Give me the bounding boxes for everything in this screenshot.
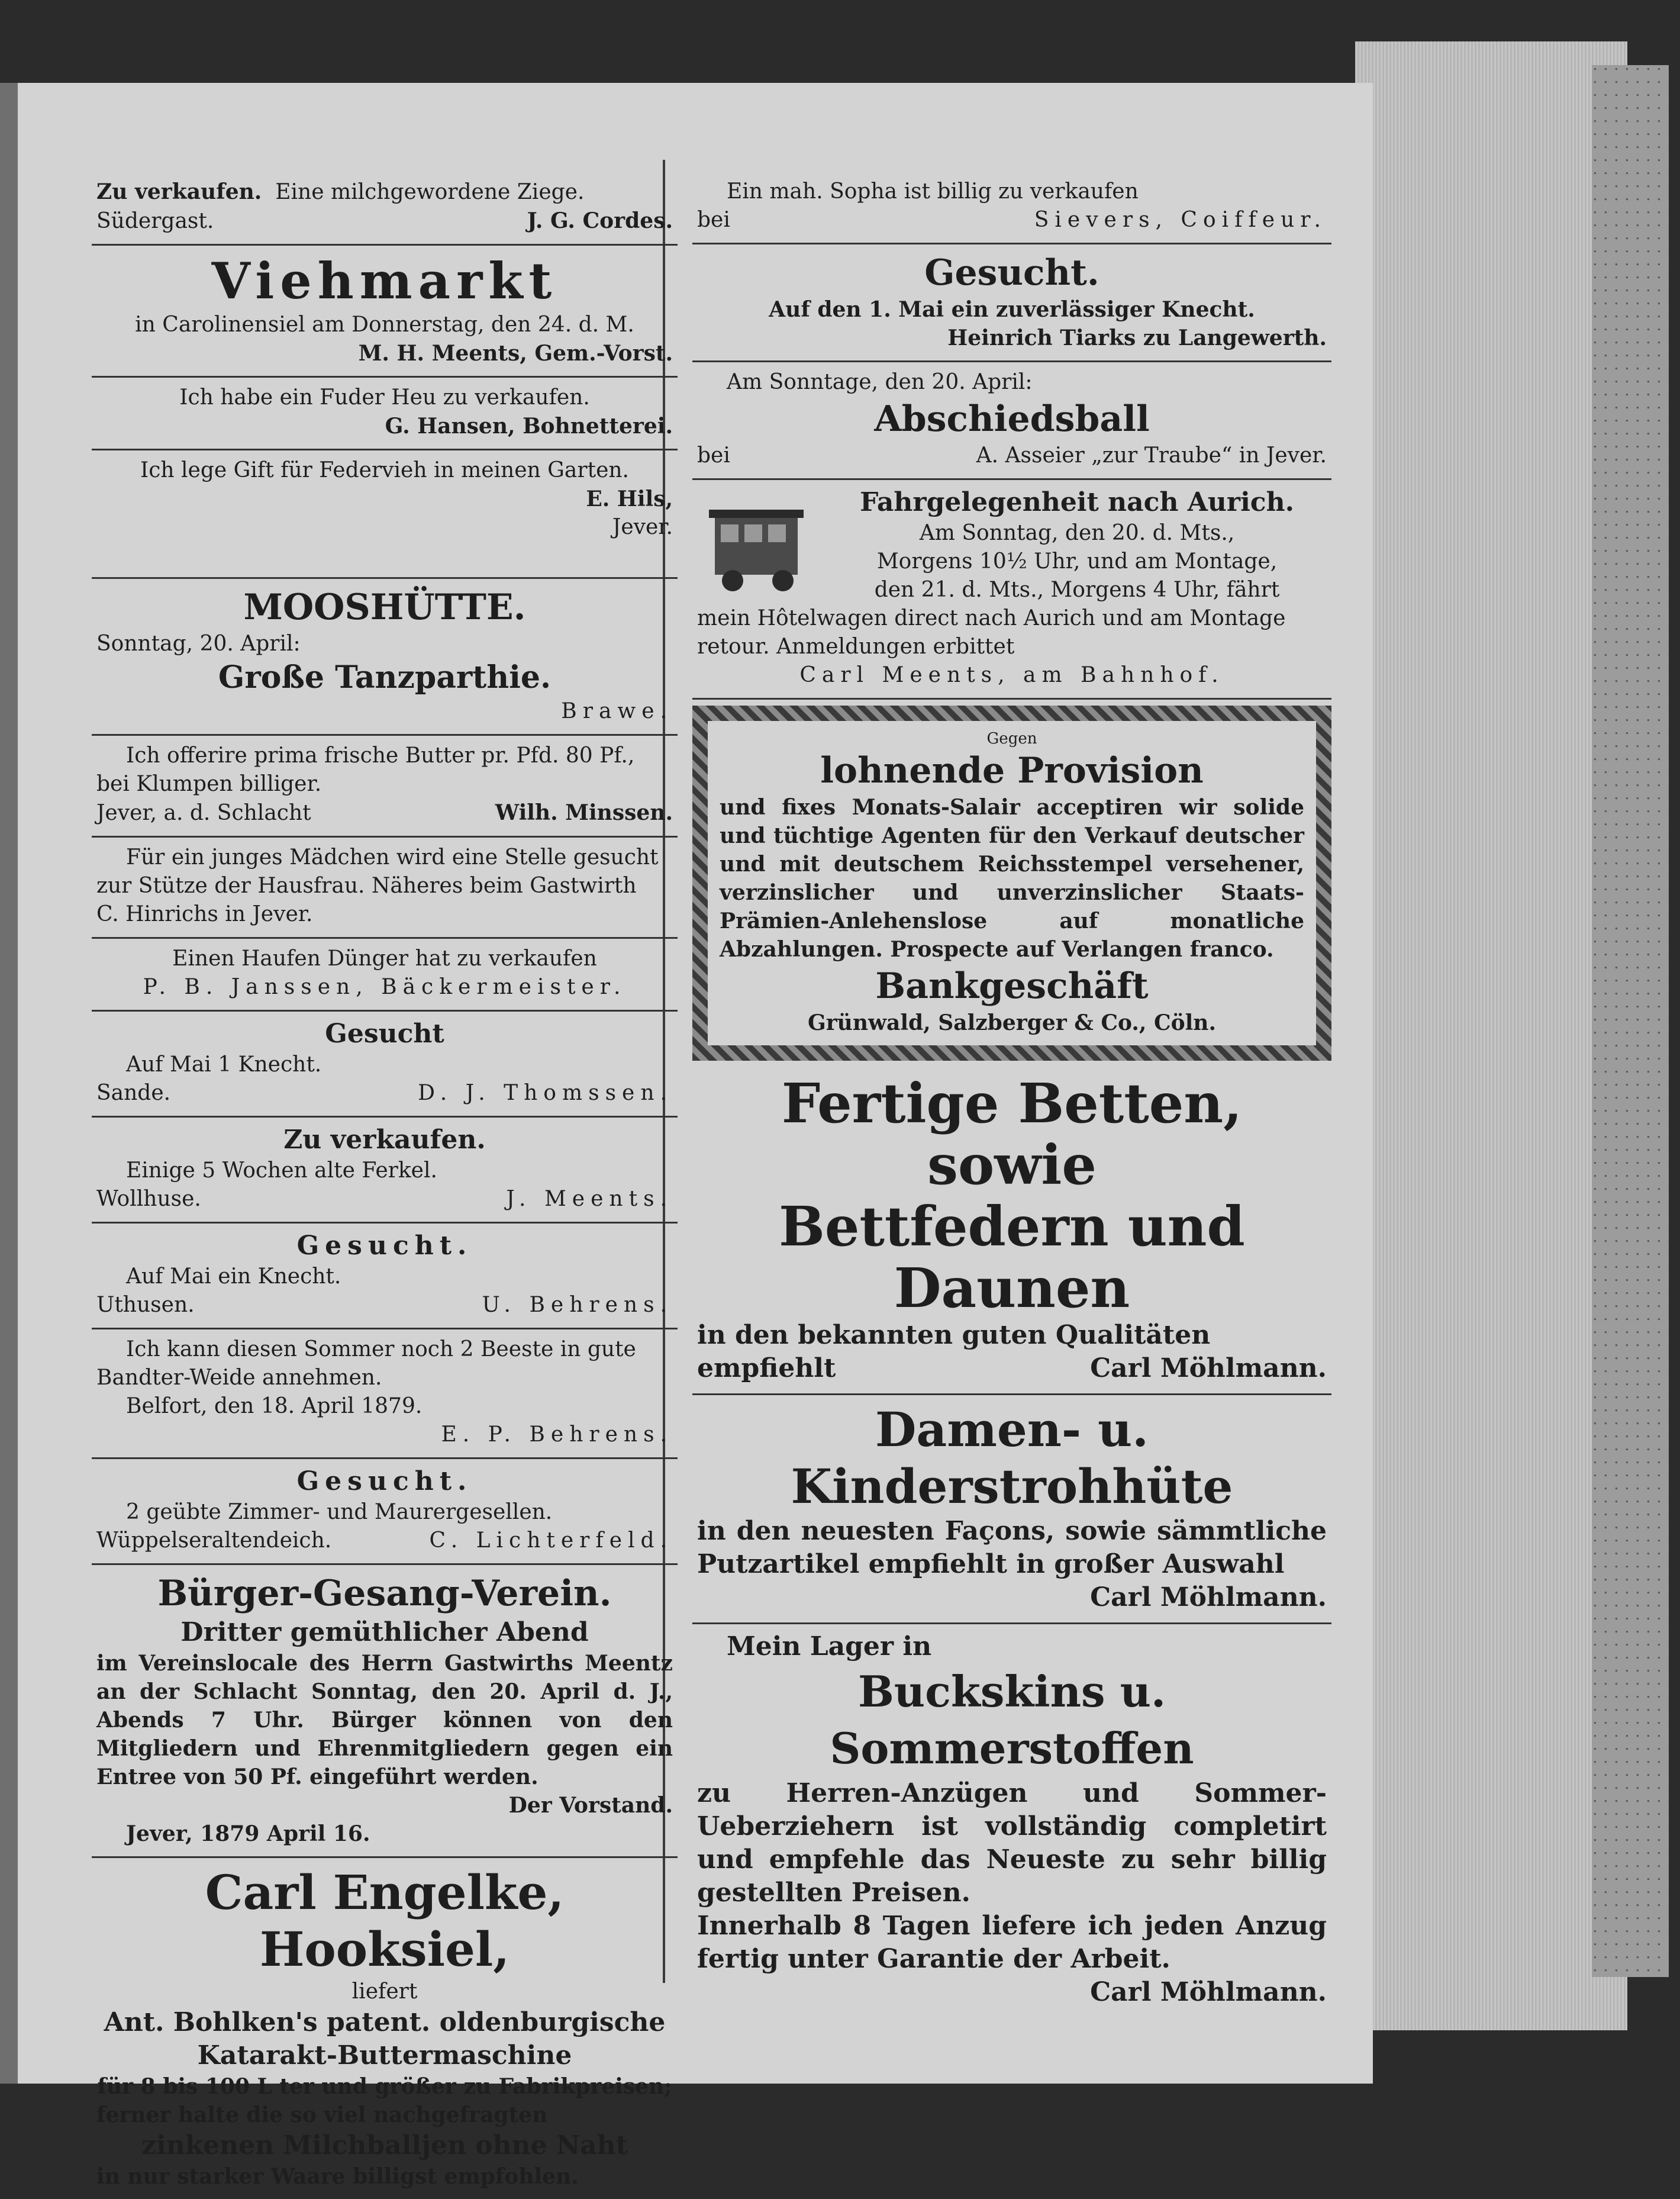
ad-strohhuete	[692, 1395, 1331, 1624]
ad-title: Gesucht.	[296, 1466, 473, 1496]
ad-signature: Brawe.	[561, 699, 673, 723]
ad-title: Carl Engelke, Hooksiel,	[205, 1865, 565, 1977]
ad-text-7: in nur starker Waare billigst empfohlen.	[96, 2164, 579, 2189]
coach-icon	[697, 492, 815, 598]
ad-engelke	[92, 1858, 678, 2199]
ad-signature: Carl Möhlmann.	[1090, 1582, 1327, 1612]
ad-text: in den bekannten guten Qualitäten	[697, 1320, 1211, 1350]
ad-text-3: C. Hinrichs in Jever.	[96, 902, 313, 926]
ad-date: Sonntag, 20. April:	[96, 632, 301, 656]
ad-signature: Carl Meents, am Bahnhof.	[799, 663, 1224, 687]
ad-signature: Heinrich Tiarks zu Langewerth.	[947, 326, 1327, 350]
ad-signature: J. G. Cordes.	[527, 208, 673, 233]
ad-place: Jever.	[612, 515, 673, 539]
ad-duenger	[92, 939, 678, 1012]
ad-text: 2 geübte Zimmer- und Maurergesellen.	[126, 1500, 553, 1524]
ad-text-6: zinkenen Milchballjen ohne Naht	[141, 2130, 628, 2161]
ad-signature: P. B. Janssen, Bäckermeister.	[143, 975, 627, 999]
ad-subtitle: Große Tanzparthie.	[218, 659, 552, 696]
ad-viehmarkt	[92, 246, 678, 378]
ad-text-4: mein Hôtelwagen direct nach Aurich und am Montage	[697, 606, 1286, 630]
ad-butter	[92, 736, 678, 838]
ad-signature: E. P. Behrens.	[441, 1422, 673, 1447]
ad-text-4: für 8 bis 100 L ter und größer zu Fabrikpreisen;	[97, 2074, 672, 2099]
page-block-edges	[1355, 41, 1627, 2030]
ad-title-1: Fertige Betten, sowie	[781, 1071, 1243, 1197]
ad-title: Abschiedsball	[874, 398, 1150, 440]
ad-title: Gesucht	[325, 1019, 444, 1049]
ad-date: Belfort, den 18. April 1879.	[126, 1394, 423, 1418]
ad-signature: Sievers, Coiffeur.	[1034, 208, 1327, 232]
ad-gesucht-uthusen	[92, 1224, 678, 1329]
ad-title: Gesucht.	[924, 252, 1099, 294]
ad-place: Uthusen.	[96, 1293, 195, 1317]
ad-abschiedsball	[692, 362, 1331, 480]
ad-signature: Grünwald, Salzberger & Co., Cöln.	[807, 1010, 1217, 1035]
ad-title: Gesucht.	[296, 1231, 473, 1261]
ad-gift	[92, 450, 678, 579]
ad-heu	[92, 378, 678, 450]
ad-place: Südergast.	[96, 209, 214, 233]
ad-body: und fixes Monats-Salair acceptiren wir solide und tüchtige Agenten für den Verkauf deutscher und mit deutschem Reichsstempel versehener, verzinslicher und unverzinslicher Staats-Prämien-Anlehenslose auf monatliche Abzahlungen. Prospecte auf Verlangen franco.	[720, 795, 1304, 962]
ad-mooshuette	[92, 579, 678, 736]
ad-title: Bürger-Gesang-Verein.	[157, 1573, 612, 1614]
ad-title: lohnende Provision	[820, 750, 1204, 791]
ad-prefix: bei	[697, 443, 730, 468]
ad-date: Jever, 1879 April 16.	[126, 1821, 370, 1846]
ad-title: Fahrgelegenheit nach Aurich.	[860, 487, 1294, 517]
ad-text-5: retour. Anmeldungen erbittet	[697, 635, 1015, 659]
ad-signature: Wilh. Minssen.	[495, 800, 673, 825]
ad-text: Einen Haufen Dünger hat zu verkaufen	[172, 946, 597, 971]
ad-gesellen	[92, 1459, 678, 1565]
ad-text-1: liefert	[352, 1979, 418, 2004]
ad-fahrgelegenheit	[692, 480, 1331, 700]
ad-signature: G. Hansen, Bohnetterei.	[385, 414, 673, 439]
ad-text-1: Am Sonntag, den 20. d. Mts.,	[919, 521, 1235, 545]
ad-gesucht-mai	[692, 244, 1331, 362]
ad-text: Mein Lager in	[727, 1631, 932, 1662]
ad-title: Viehmarkt	[211, 252, 558, 310]
ad-text: in Carolinensiel am Donnerstag, den 24. d. M.	[135, 313, 634, 337]
ad-body: im Vereinslocale des Herrn Gastwirths Meentz an der Schlacht Sonntag, den 20. April d. J., Abends 7 Uhr. Bürger können von den Mitgliedern und Ehrenmitgliedern gegen ein Entree von 50 Pf. eingeführt werden.	[96, 1651, 673, 1789]
ad-prefix: bei	[697, 208, 730, 232]
ad-signature: A. Asseier „zur Traube“ in Jever.	[976, 443, 1327, 468]
ad-signature: D. J. Thomssen.	[418, 1081, 673, 1105]
book-left-edge	[0, 83, 18, 2084]
ad-text-2: Ant. Bohlken's patent. oldenburgische	[104, 2007, 666, 2037]
newspaper-page	[18, 83, 1373, 2189]
ad-signature: U. Behrens.	[482, 1293, 673, 1317]
ad-place: Wollhuse.	[96, 1187, 201, 1211]
ad-title: Damen- u. Kinderstrohhüte	[791, 1402, 1233, 1514]
ad-text: Eine milchgewordene Ziege.	[275, 180, 585, 204]
ad-ferkel	[92, 1118, 678, 1224]
ad-beeste	[92, 1329, 678, 1459]
ad-betten	[692, 1067, 1331, 1395]
ad-text: Auf den 1. Mai ein zuverlässiger Knecht.	[769, 297, 1255, 322]
ad-text-2: Bandter-Weide annehmen.	[96, 1366, 382, 1390]
ad-text: Ich kann diesen Sommer noch 2 Beeste in gute	[126, 1337, 636, 1361]
ad-gesangverein	[92, 1565, 678, 1858]
ad-text-3: Katarakt-Buttermaschine	[197, 2040, 572, 2071]
ad-title: Buckskins u. Sommerstoffen	[830, 1666, 1194, 1773]
ad-ziege	[92, 172, 678, 246]
ad-text: Ich habe ein Fuder Heu zu verkaufen.	[179, 385, 590, 410]
ad-text: Ein mah. Sopha ist billig zu verkaufen	[727, 179, 1139, 204]
ad-gesucht-knecht	[92, 1012, 678, 1118]
ad-signature: E. Hils,	[586, 487, 673, 511]
right-column	[692, 172, 1331, 2007]
ad-text-2: empfiehlt	[697, 1353, 836, 1383]
ad-text-2: zur Stütze der Hausfrau. Näheres beim Gastwirth	[96, 874, 637, 898]
ad-signature: J. Meents.	[506, 1187, 673, 1211]
ad-signature: Der Vorstand.	[508, 1793, 673, 1818]
ad-text: Für ein junges Mädchen wird eine Stelle gesucht	[126, 845, 659, 870]
ad-text-2: bei Klumpen billiger.	[96, 772, 322, 796]
ad-place: Sande.	[96, 1081, 171, 1105]
ad-signature: M. H. Meents, Gem.-Vorst.	[358, 341, 673, 366]
ad-date: Am Sonntage, den 20. April:	[727, 370, 1033, 394]
ad-text-2: Morgens 10½ Uhr, und am Montage,	[876, 549, 1278, 574]
ad-body-2: Innerhalb 8 Tagen liefere ich jeden Anzug fertig unter Garantie der Arbeit.	[697, 1911, 1327, 1974]
ad-buckskins	[692, 1624, 1331, 2017]
ad-title: Zu verkaufen.	[283, 1125, 486, 1155]
ad-signature: C. Lichterfeld.	[429, 1528, 673, 1553]
ad-text-3: den 21. d. Mts., Morgens 4 Uhr, fährt	[874, 578, 1280, 602]
ad-text-5: ferner halte die so viel nachgefragten	[96, 2103, 548, 2127]
ad-text: Auf Mai 1 Knecht.	[126, 1052, 322, 1077]
ad-place: Wüppelseraltendeich.	[96, 1528, 332, 1553]
ad-subtitle: Dritter gemüthlicher Abend	[180, 1617, 589, 1647]
book-cover	[1592, 65, 1669, 1977]
ad-subtitle: Bankgeschäft	[875, 965, 1149, 1007]
ad-title-2: Bettfedern und Daunen	[779, 1195, 1245, 1320]
ad-title: MOOSHÜTTE.	[243, 587, 526, 628]
left-column	[92, 172, 678, 2189]
ad-title: Zu verkaufen.	[96, 179, 262, 204]
ad-maedchen	[92, 838, 678, 939]
ad-text: Einige 5 Wochen alte Ferkel.	[126, 1158, 437, 1183]
ad-sopha	[692, 172, 1331, 244]
ad-bankgeschaeft	[692, 706, 1331, 1061]
ad-text: Ich lege Gift für Federvieh in meinen Garten.	[140, 458, 629, 482]
ad-text: Ich offerire prima frische Butter pr. Pfd. 80 Pf.,	[126, 743, 635, 768]
ad-body: zu Herren-Anzügen und Sommer-Ueberziehern ist vollständig completirt und empfehle das Neueste zu sehr billig gestellten Preisen.	[697, 1778, 1327, 1908]
ad-text: Auf Mai ein Knecht.	[126, 1264, 341, 1289]
ad-signature: Carl Möhlmann.	[1090, 1977, 1327, 2007]
ad-body: in den neuesten Façons, sowie sämmtliche Putzartikel empfiehlt in großer Auswahl	[697, 1516, 1327, 1579]
ad-prefix: Gegen	[986, 730, 1037, 748]
ad-signature: Carl Möhlmann.	[1090, 1353, 1327, 1383]
ad-place: Jever, a. d. Schlacht	[96, 801, 311, 825]
